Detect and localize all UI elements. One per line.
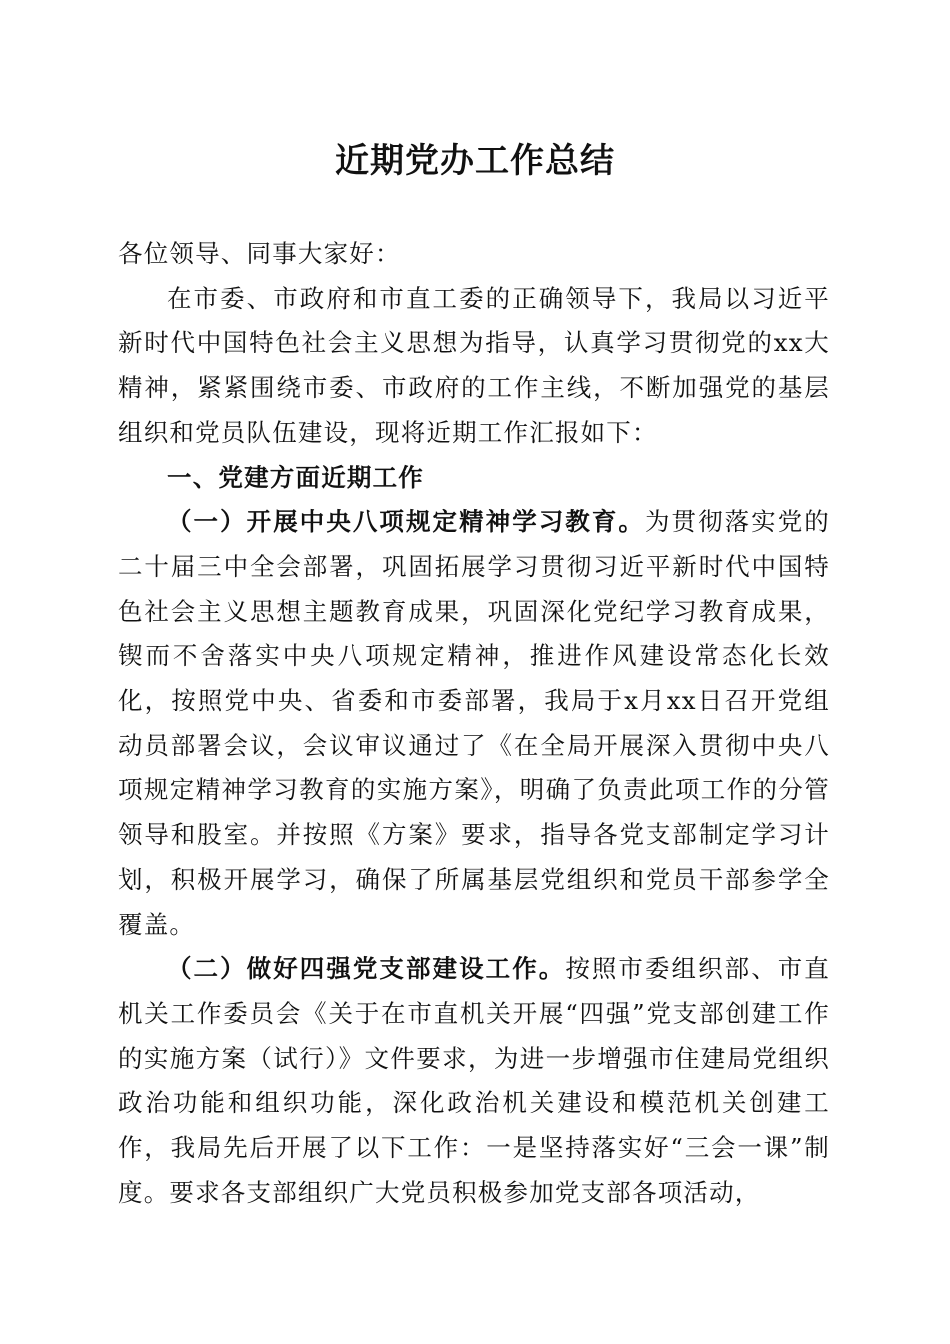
- item-2-heading: （二）做好四强党支部建设工作。: [167, 954, 566, 984]
- intro-paragraph: 在市委、市政府和市直工委的正确领导下，我局以习近平新时代中国特色社会主义思想为指导，认真学习贯彻党的xx大精神，紧紧围绕市委、市政府的工作主线，不断加强党的基层组织和党员队伍建设，现将近期工作汇报如下：: [118, 283, 830, 447]
- greeting: 各位领导、同事大家好：: [118, 239, 401, 268]
- item-1-body: 为贯彻落实党的二十届三中全会部署，巩固拓展学习贯彻习近平新时代中国特色社会主义思想主题教育成果，巩固深化党纪学习教育成果，锲而不舍落实中央八项规定精神，推进作风建设常态化长效化，按照党中央、省委和市委部署，我局于x月xx日召开党组动员部署会议，会议审议通过了《在全局开展深入贯彻中央八项规定精神学习教育的实施方案》，明确了负责此项工作的分管领导和股室。并按照《方案》要求，指导各党支部制定学习计划，积极开展学习，确保了所属基层党组织和党员干部参学全覆盖。: [118, 507, 830, 939]
- document-body: [118, 232, 830, 1215]
- item-2-paragraph: [118, 947, 830, 1215]
- item-1-heading: （一）开展中央八项规定精神学习教育。: [167, 507, 645, 537]
- document-title: 近期党办工作总结: [335, 141, 615, 181]
- item-1-paragraph: [118, 500, 830, 947]
- section-heading: 一、党建方面近期工作: [167, 462, 424, 492]
- item-2-body: 按照市委组织部、市直机关工作委员会《关于在市直机关开展“四强”党支部创建工作的实施方案（试行）》文件要求，为进一步增强市住建局党组织政治功能和组织功能，深化政治机关建设和模范机关创建工作，我局先后开展了以下工作：一是坚持落实好“三会一课”制度。要求各支部组织广大党员积极参加党支部各项活动，: [118, 954, 830, 1207]
